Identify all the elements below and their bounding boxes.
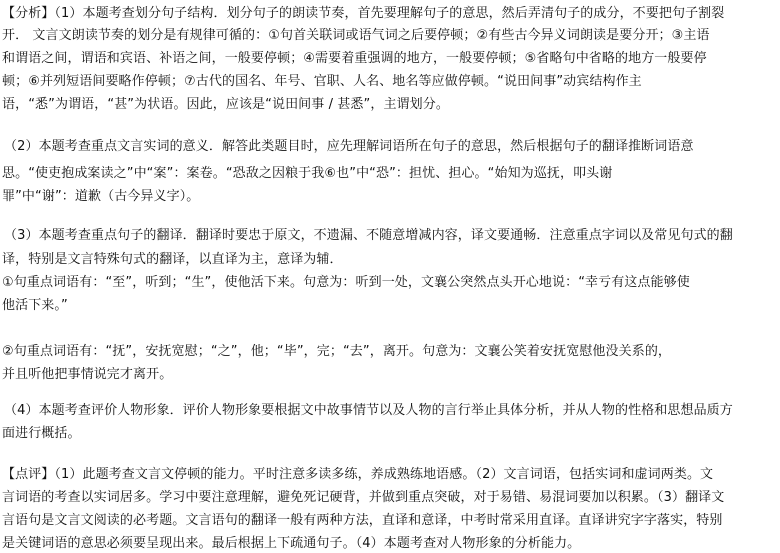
analysis-line: 译，特别是文言特殊句式的翻译，以直译为主，意译为辅．	[2, 252, 343, 267]
analysis-line: 顿；⑥并列短语间要略作停顿；⑦古代的国名、年号、官职、人名、地名等应做停顿。“说田间事”动宾结构作主	[2, 74, 642, 89]
comment-line: 是关键词语的意思必须要呈现出来。最后根据上下疏通句子。（4）本题考查对人物形象的分析能力。	[2, 536, 581, 551]
analysis-label: 【分析】	[2, 6, 55, 21]
analysis-line: 并且听他把事情说完才离开。	[2, 367, 173, 382]
analysis-line: （2）本题考查重点文言实词的意义．解答此类题目时，应先理解词语所在句子的意思，然后根据句子的翻译推断词语意	[4, 139, 694, 154]
analysis-line: 【分析】（1）本题考查划分句子结构．划分句子的朗读节奏，首先要理解句子的意思，然后弄清句子的成分，不要把句子割裂	[2, 6, 725, 21]
analysis-line: 和谓语之间，谓语和宾语、补语之间，一般要停顿；④需要着重强调的地方，一般要停顿；⑤省略句中省略的地方一般要停	[2, 51, 707, 66]
analysis-line: 他活下来。”	[2, 298, 68, 313]
analysis-line: 思。“使吏抱成案读之”中“案”：案卷。“恐敌之因粮于我⑥也”中“恐”：担忧、担心。“始知为巡抚，叩头谢	[2, 166, 613, 181]
analysis-line: 罪”中“谢”：道歉（古今异义字）。	[2, 189, 200, 204]
analysis-line: 语，“悉”为谓语，“甚”为状语。因此，应该是“说田间事 / 甚悉”，主谓划分。	[2, 97, 449, 112]
analysis-line: ①句重点词语有：“至”，听到；“生”，使他活下来。句意为：听到一处，文襄公突然点头开心地说：“幸亏有这点能够使	[2, 275, 690, 290]
analysis-line: 面进行概括。	[2, 426, 81, 441]
comment-line: 言语句是文言文阅读的必考题。文言语句的翻译一般有两种方法，直译和意译，中考时常采用直译。直译讲究字字落实，特别	[2, 513, 723, 528]
analysis-line: 开． 文言文朗读节奏的划分是有规律可循的：①句首关联词或语气词之后要停顿；②有些古今异义词朗读是要分开；③主语	[2, 28, 710, 43]
analysis-line: （3）本题考查重点句子的翻译．翻译时要忠于原文，不遗漏、不随意增减内容，译文要通畅．注意重点字词以及常见句式的翻	[4, 228, 733, 243]
analysis-line: ②句重点词语有：“抚”，安抚宽慰；“之”，他；“毕”，完；“去”，离开。句意为：文襄公笑着安抚宽慰他没关系的，	[2, 344, 672, 359]
analysis-line: （4）本题考查评价人物形象．评价人物形象要根据文中故事情节以及人物的言行举止具体分析，并从人物的性格和思想品质方	[4, 403, 733, 418]
comment-line: 【点评】（1）此题考查文言文停顿的能力。平时注意多读多练，养成熟练地语感。（2）文言词语，包括实词和虚词两类。文	[2, 467, 714, 482]
comment-label: 【点评】	[2, 467, 55, 482]
comment-line: 言词语的考查以实词居多。学习中要注意理解，避免死记硬背，并做到重点突破，对于易错、易混词要加以积累。（3）翻译文	[2, 490, 725, 505]
